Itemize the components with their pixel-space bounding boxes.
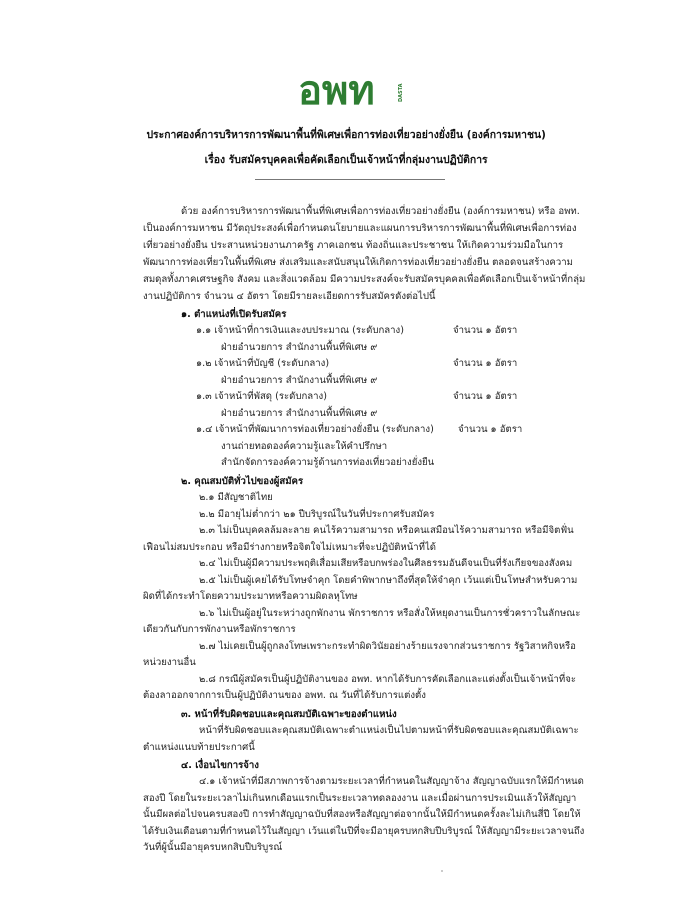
position-count: จำนวน ๑ อัตรา — [458, 424, 523, 435]
qualification-line: ผิดที่ได้กระทำโดยความประมาทหรือความผิดลหุโทษ — [143, 591, 358, 602]
qualification-line: ต้องลาออกจากการเป็นผู้ปฏิบัติงานของ อพท. ณ วันที่ได้รับการแต่งตั้ง — [143, 690, 426, 701]
section-3-heading: ๓. หน้าที่รับผิดชอบและคุณสมบัติเฉพาะของตำแหน่ง — [181, 709, 397, 720]
intro-line: ด้วย องค์การบริหารการพัฒนาพื้นที่พิเศษเพื่อการท่องเที่ยวอย่างยั่งยืน (องค์การมหาชน) หรือ อพท. — [181, 206, 580, 217]
qualification-line: ๒.๓ ไม่เป็นบุคคลล้มละลาย คนไร้ความสามารถ หรือคนเสมือนไร้ความสามารถ หรือมีจิตฟั่น — [199, 525, 574, 536]
position-count: จำนวน ๑ อัตรา — [453, 325, 518, 336]
duty-line: ตำแหน่งแนบท้ายประกาศนี้ — [143, 742, 255, 753]
position-unit: ฝ่ายอำนวยการ สำนักงานพื้นที่พิเศษ ๙ — [221, 375, 378, 386]
qualification-line: ๒.๖ ไม่เป็นผู้อยู่ในระหว่างถูกพักงาน พักราชการ หรือสั่งให้หยุดงานเป็นการชั่วคราวในลักษณะ — [199, 608, 581, 619]
position-title: ๑.๑ เจ้าหน้าที่การเงินและงบประมาณ (ระดับกลาง) — [196, 325, 404, 336]
dasta-logo — [296, 70, 406, 110]
qualification-line: ๒.๕ ไม่เป็นผู้เคยได้รับโทษจำคุก โดยคำพิพากษาถึงที่สุดให้จำคุก เว้นแต่เป็นโทษสำหรับความ — [199, 575, 578, 586]
condition-line: นั้นมีผลต่อไปจนครบสองปี การทำสัญญาฉบับที่สองหรือสัญญาต่อจากนั้นให้มีกำหนดครั้งละไม่เกินสี่ปี โดยให้ — [143, 809, 581, 820]
qualification-line: เดียวกันกับการพักงานหรือพักราชการ — [143, 624, 296, 635]
announcement-subject: เรื่อง รับสมัครบุคคลเพื่อคัดเลือกเป็นเจ้าหน้าที่กลุ่มงานปฏิบัติการ — [204, 154, 488, 166]
intro-line: งานปฏิบัติการ จำนวน ๔ อัตรา โดยมีรายละเอียดการรับสมัครดังต่อไปนี้ — [143, 291, 436, 302]
position-count: จำนวน ๑ อัตรา — [453, 391, 518, 402]
qualification-line: ๒.๘ กรณีผู้สมัครเป็นผู้ปฏิบัติงานของ อพท. หากได้รับการคัดเลือกและแต่งตั้งเป็นเจ้าหน้าที่จะ — [199, 674, 577, 685]
section-1-heading: ๑. ตำแหน่งที่เปิดรับสมัคร — [181, 309, 287, 320]
logo-side-text: DASTA — [398, 83, 404, 102]
page-mark — [441, 870, 443, 872]
intro-line: พัฒนาการท่องเที่ยวในพื้นที่พิเศษ ส่งเสริมและสนับสนุนให้เกิดการท่องเที่ยวอย่างยั่งยืน ตลอดจนสร้างความ — [143, 257, 573, 268]
condition-line: สองปี โดยในระยะเวลาไม่เกินหกเดือนแรกเป็นระยะเวลาทดลองงาน และเมื่อผ่านการประเมินแล้วให้สัญญา — [143, 793, 577, 804]
duty-line: หน้าที่รับผิดชอบและคุณสมบัติเฉพาะตำแหน่งเป็นไปตามหน้าที่รับผิดชอบและคุณสมบัติเฉพาะ — [199, 725, 579, 736]
section-2-heading: ๒. คุณสมบัติทั่วไปของผู้สมัคร — [181, 476, 304, 487]
qualification-line: เฟือนไม่สมประกอบ หรือมีร่างกายหรือจิตใจไม่เหมาะที่จะปฏิบัติหน้าที่ได้ — [143, 542, 437, 553]
position-title: ๑.๒ เจ้าหน้าที่บัญชี (ระดับกลาง) — [196, 358, 330, 369]
announcement-title: ประกาศองค์การบริหารการพัฒนาพื้นที่พิเศษเพื่อการท่องเที่ยวอย่างยั่งยืน (องค์การมหาชน) — [146, 129, 546, 141]
position-count: จำนวน ๑ อัตรา — [453, 358, 518, 369]
qualification-line: ๒.๗ ไม่เคยเป็นผู้ถูกลงโทษเพราะกระทำผิดวินัยอย่างร้ายแรงจากส่วนราชการ รัฐวิสาหกิจหรือ — [199, 641, 576, 652]
condition-line: วันที่ผู้นั้นมีอายุครบหกสิบปีบริบูรณ์ — [143, 842, 283, 853]
position-title: ๑.๔ เจ้าหน้าที่พัฒนาการท่องเที่ยวอย่างยั่งยืน (ระดับกลาง) — [196, 424, 434, 435]
intro-line: เที่ยวอย่างยั่งยืน ประสานหน่วยงานภาครัฐ ภาคเอกชน ท้องถิ่นและประชาชน ให้เกิดความร่วมมือในการ — [143, 240, 564, 251]
position-title: ๑.๓ เจ้าหน้าที่พัสดุ (ระดับกลาง) — [196, 391, 327, 402]
condition-line: ได้รับเงินเดือนตามที่กำหนดไว้ในสัญญา เว้นแต่ในปีที่จะมีอายุครบหกสิบปีบริบูรณ์ ให้สัญญามีระยะเวลาจนถึง — [143, 826, 585, 837]
position-unit: ฝ่ายอำนวยการ สำนักงานพื้นที่พิเศษ ๙ — [221, 342, 378, 353]
condition-line: ๔.๑ เจ้าหน้าที่มีสภาพการจ้างตามระยะเวลาที่กำหนดในสัญญาจ้าง สัญญาฉบับแรกให้มีกำหนด — [199, 776, 584, 787]
qualification-line: ๒.๒ มีอายุไม่ต่ำกว่า ๒๑ ปีบริบูรณ์ในวันที่ประกาศรับสมัคร — [199, 509, 435, 520]
qualification-line: หน่วยงานอื่น — [143, 657, 196, 668]
position-unit: สำนักจัดการองค์ความรู้ด้านการท่องเที่ยวอย่างยั่งยืน — [221, 457, 435, 468]
intro-line: สมดุลทั้งภาคเศรษฐกิจ สังคม และสิ่งแวดล้อม มีความประสงค์จะรับสมัครบุคคลเพื่อคัดเลือกเป็นเจ้าหน้าที่กลุ่ม — [143, 274, 586, 285]
title-divider — [255, 179, 445, 180]
intro-line: เป็นองค์การมหาชน มีวัตถุประสงค์เพื่อกำหนดนโยบายและแผนการบริหารการพัฒนาพื้นที่พิเศษเพื่อการท่อง — [143, 223, 577, 234]
logo-text: อพท — [298, 70, 375, 110]
qualification-line: ๒.๑ มีสัญชาติไทย — [199, 492, 273, 503]
section-4-heading: ๔. เงื่อนไขการจ้าง — [181, 760, 259, 771]
position-unit: งานถ่ายทอดองค์ความรู้และให้คำปรึกษา — [221, 441, 388, 452]
position-unit: ฝ่ายอำนวยการ สำนักงานพื้นที่พิเศษ ๙ — [221, 408, 378, 419]
qualification-line: ๒.๔ ไม่เป็นผู้มีความประพฤติเสื่อมเสียหรือบกพร่องในศีลธรรมอันดีจนเป็นที่รังเกียจของสังคม — [199, 558, 573, 569]
